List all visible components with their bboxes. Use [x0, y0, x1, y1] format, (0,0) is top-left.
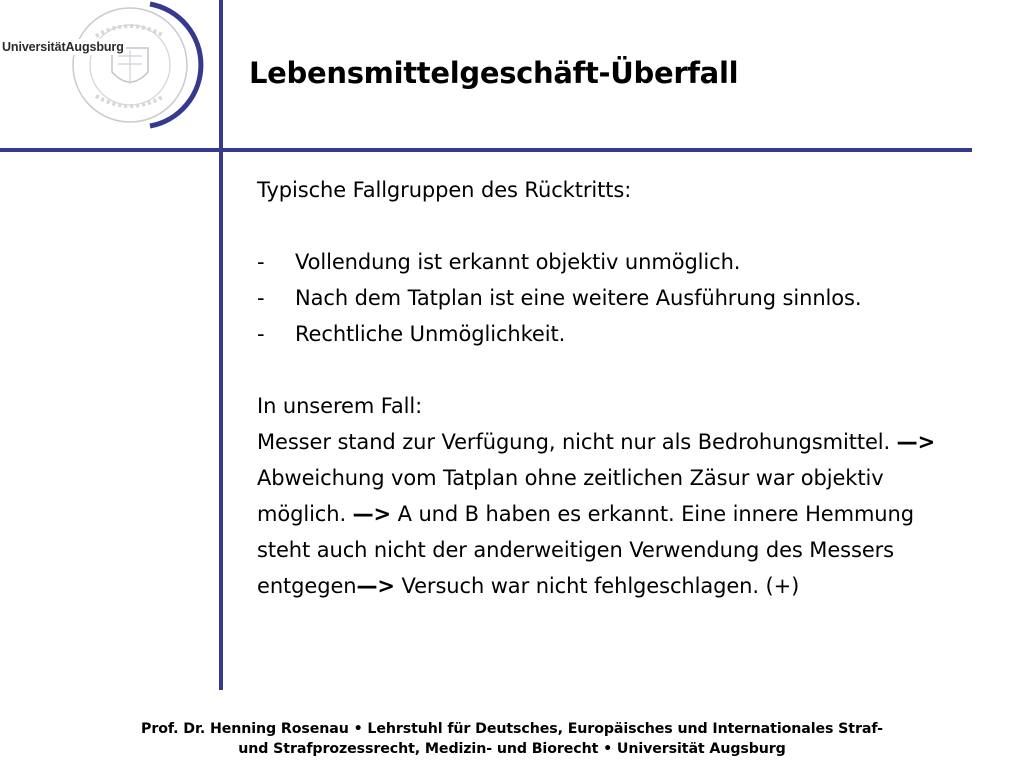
bullet-item — [257, 280, 967, 316]
intro-text: Typische Fallgruppen des Rücktritts: — [257, 178, 632, 202]
arrow-icon: —> — [356, 574, 395, 598]
bullet-item — [257, 244, 967, 280]
university-seal-icon — [40, 0, 210, 136]
arrow-icon: —> — [896, 430, 936, 454]
case-text-2: Abweichung vom Tatplan ohne zeitlichen Zäsur war objektiv möglich. — [257, 466, 884, 526]
case-text-4: Versuch war nicht fehlgeschlagen. (+) — [394, 574, 800, 598]
logo-text: UniversitätAugsburg — [2, 40, 124, 54]
footer-line-2: und Strafprozessrecht, Medizin- und Biorecht • Universität Augsburg — [238, 741, 786, 757]
spacer — [257, 352, 967, 388]
case-paragraph — [257, 424, 967, 604]
bullet-text: Vollendung ist erkannt objektiv unmöglich. — [295, 250, 741, 274]
footer — [0, 719, 1024, 759]
case-text-1: Messer stand zur Verfügung, nicht nur als Bedrohungsmittel. — [257, 430, 897, 454]
bullet-dash: - — [257, 286, 265, 310]
university-logo — [0, 0, 220, 150]
spacer — [257, 208, 967, 244]
vertical-divider — [219, 0, 223, 690]
case-heading: In unserem Fall: — [257, 394, 423, 418]
bullet-text: Rechtliche Unmöglichkeit. — [295, 322, 566, 346]
bullet-dash: - — [257, 250, 265, 274]
horizontal-divider — [0, 148, 972, 152]
case-text-3: A und B haben es erkannt. Eine innere Hemmung steht auch nicht der anderweitigen Verwendung des Messers entgegen — [257, 502, 914, 598]
bullet-item — [257, 316, 967, 352]
bullet-text: Nach dem Tatplan ist eine weitere Ausführung sinnlos. — [295, 286, 862, 310]
slide-content — [257, 172, 967, 604]
slide-title: Lebensmittelgeschäft-Überfall — [249, 56, 739, 90]
footer-line-1: Prof. Dr. Henning Rosenau • Lehrstuhl für Deutsches, Europäisches und Internationales Straf- — [141, 721, 883, 737]
arrow-icon: —> — [352, 502, 392, 526]
bullet-dash: - — [257, 322, 265, 346]
